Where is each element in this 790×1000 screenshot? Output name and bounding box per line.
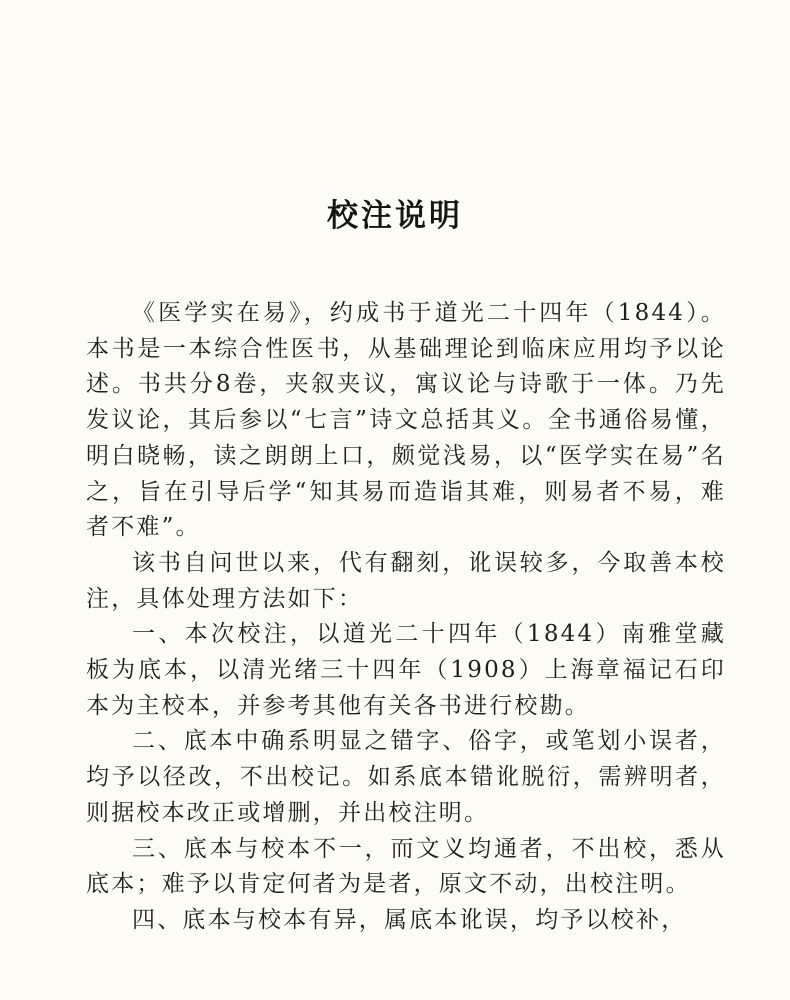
paragraph-overview: 该书自问世以来，代有翻刻，讹误较多，今取善本校注，具体处理方法如下： bbox=[86, 549, 726, 612]
paragraph-intro: 《医学实在易》，约成书于道光二十四年（1844）。本书是一本综合性医书，从基础理论到临床应用均予以论述。书共分8卷，夹叙夹议，寓议论与诗歌于一体。乃先发议论，其后参以“七言”诗文总括其义。全书通俗易懂，明白晓畅，读之朗朗上口，颇觉浅易，以“医学实在易”名之，旨在引导后学“知其易而造诣其难，则易者不易，难者不难”。 bbox=[86, 300, 726, 541]
paragraph-rule-2: 二、底本中确系明显之错字、俗字，或笔划小误者，均予以径改，不出校记。如系底本错讹脱衍，需辨明者，则据校本改正或增删，并出校注明。 bbox=[86, 728, 726, 826]
page-title: 校注说明 bbox=[327, 197, 463, 234]
paragraph-rule-3: 三、底本与校本不一，而文义均通者，不出校，悉从底本；难予以肯定何者为是者，原文不动，出校注明。 bbox=[86, 835, 726, 898]
body-text bbox=[86, 296, 726, 939]
paragraph-rule-1: 一、本次校注，以道光二十四年（1844）南雅堂藏板为底本，以清光绪三十四年（1908）上海章福记石印本为主校本，并参考其他有关各书进行校勘。 bbox=[86, 621, 726, 719]
paragraph-rule-4: 四、底本与校本有异，属底本讹误，均予以校补， bbox=[132, 906, 687, 933]
